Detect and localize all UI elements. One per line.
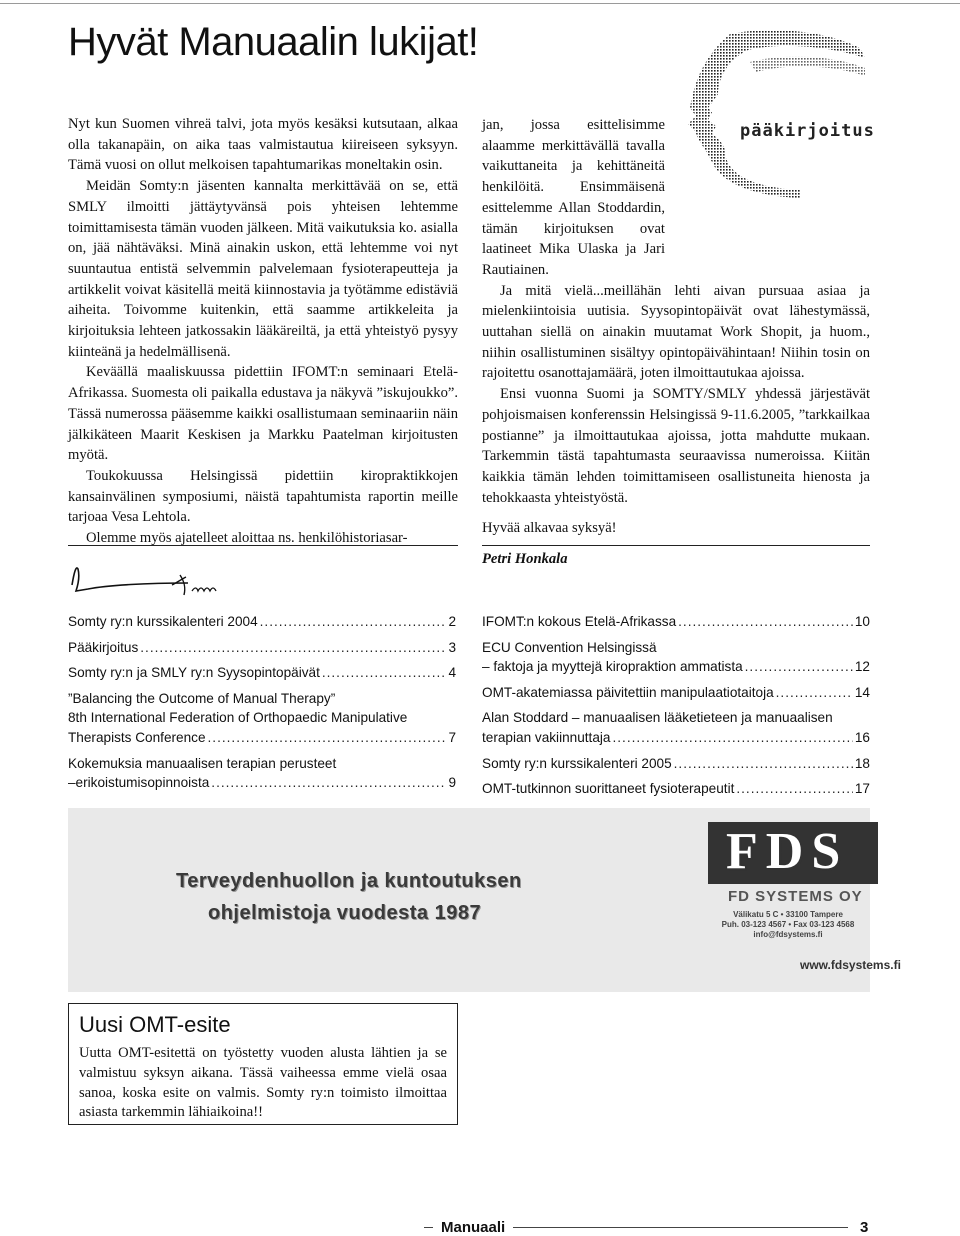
- author-signature-name: Petri Honkala: [482, 551, 568, 568]
- toc-entry[interactable]: Somty ry:n ja SMLY ry:n Syysopintopäivät ..... 4: [68, 663, 456, 683]
- notice-heading: Uusi OMT-esite: [79, 1012, 231, 1037]
- toc-entry[interactable]: ECU Convention Helsingissä – faktoja ja myyttejä kiropraktion ammatista ..... 12: [482, 638, 870, 677]
- article-paragraph: Meidän Somty:n jäsenten kannalta merkittävää on se, että SMLY ilmoitti jättäytyvänsä pois yhteisen lehtemme toimittamisesta tämän vuoden jälkeen. Mitä vaikutuksia ko. asialla on, jää nähtäväksi. Minä ainakin uskon, että lehtemme voi nyt suuntautua entistä selvemmin palvelemaan fysioterapeutteja ja artikkelit voivat käsitellä meitä kiinnostavia ja työtämme edistäviä aiheita. Toivomme kuitenkin, että saamme artikkeleita ja kirjoituksia lehteen jatkossakin lääkäreiltä, ja että yhteistyö pysyy kiinteänä ja hedelmällisenä.: [68, 178, 458, 360]
- article-paragraph: Ja mitä vielä...meillähän lehti aivan pursuaa asiaa ja mielenkiintoisia uutisia. Syysopintopäivät ovat lähestymässä, uuttahan siellä on ainakin muutamat Work Shopit, ja huom., niihin osallistuminen sisältyy opintopäivähintaan! Niihin tosin on rajoitettu osanottajamäärä, joten ilmoittautukaa ajoissa.: [482, 282, 870, 382]
- article-left-column: [68, 114, 458, 549]
- fds-advertisement[interactable]: [68, 808, 901, 992]
- ad-company-name: FD SYSTEMS OY: [728, 888, 863, 905]
- omt-brochure-notice: [68, 1003, 458, 1125]
- notice-body: Uutta OMT-esitettä on työstetty vuoden alusta lähtien ja se valmistuu syksyn aikana. Tässä vaiheessa emme vielä osaa sanoa, koska esite on valmis. Somty ry:n toimisto ilmoittaa asiasta tarkemmin lähiaikoina!!: [79, 1045, 447, 1121]
- article-paragraph: jan, jossa esittelisimme alaamme merkittävällä tavalla vaikuttaneita ja kehittäneitä henkilöitä. Ensimmäisenä esittelemme Allan Stoddardin, tämän kirjoituksen ovat laatineet Mika Ulaska ja Jari Rautiainen.: [482, 117, 665, 278]
- toc-entry[interactable]: IFOMT:n kokous Etelä-Afrikassa ..... 10: [482, 612, 870, 632]
- illustration-lettering: pääkirjoitus: [740, 121, 875, 141]
- handwritten-signature: [68, 555, 238, 603]
- article-divider-left: [68, 545, 458, 546]
- footer-publication: Manuaali: [433, 1219, 513, 1236]
- article-right-column: [482, 115, 870, 570]
- article-paragraph: Toukokuussa Helsingissä pidettiin kiropraktikkojen kansainvälinen symposiumi, näistä tapahtumista raportin meille tarjoaa Vesa Lehtola.: [68, 467, 458, 526]
- toc-entry[interactable]: ”Balancing the Outcome of Manual Therapy” 8th International Federation of Orthopaedic Manipulative Therapists Conference ..... 7: [68, 689, 456, 748]
- ad-headline-2: ohjelmistoja vuodesta 1987: [208, 902, 482, 924]
- toc-right: [482, 612, 870, 805]
- article-paragraph: Ensi vuonna Suomi ja SOMTY/SMLY yhdessä järjestävät pohjoismaisen konferenssin Helsingissä 9-11.6.2005, ”tarkkailkaa postianne” ja ilmoittautukaa ajoissa, jotta mahdutte mukaan. Tarkemmin tästä tapahtumasta seuraavissa numeroissa. Kiitän kaikkia tämän lehden toimittamiseen osallistuneita hienosta ja tehokkaasta yhteistyöstä.: [482, 386, 870, 506]
- toc-entry[interactable]: OMT-akatemiassa päivitettiin manipulaatiotaitoja ..... 14: [482, 683, 870, 703]
- toc-entry[interactable]: Kokemuksia manuaalisen terapian perusteet –erikoistumisopinnoista ..... 9: [68, 754, 456, 793]
- top-rule: [0, 3, 960, 4]
- article-divider-right: [482, 545, 870, 546]
- article-paragraph: Nyt kun Suomen vihreä talvi, jota myös kesäksi kutsutaan, alkaa olla takanapäin, on aika taas valmistautua kiireiseen syksyyn. Tämä vuosi on ollut melkoisen tapahtumarikas moneltakin osin.: [68, 116, 458, 174]
- toc-entry[interactable]: Pääkirjoitus ..... 3: [68, 638, 456, 658]
- toc-entry[interactable]: Somty ry:n kurssikalenteri 2004 ..... 2: [68, 612, 456, 632]
- toc-entry[interactable]: OMT-tutkinnon suorittaneet fysioterapeutit ..... 17: [482, 779, 870, 799]
- article-paragraph: Keväällä maaliskuussa pidettiin IFOMT:n seminaari Etelä-Afrikassa. Suomesta oli paikalla edustava ja näkyvä ”iskujoukko”. Tässä numerossa pääsemme kaikki osallistumaan seminaariin näin jälkikäteen Maarit Keskisen ja Markku Paatelman kirjoitusten myötä.: [68, 364, 458, 464]
- ad-website[interactable]: www.fdsystems.fi: [800, 958, 901, 972]
- closing-greeting: Hyvää alkavaa syksyä!: [482, 520, 617, 537]
- article-paragraph: Olemme myös ajatelleet aloittaa ns. henkilöhistoriasar-: [86, 530, 408, 547]
- toc-left: [68, 612, 456, 799]
- toc-entry[interactable]: Somty ry:n kurssikalenteri 2005 ..... 18: [482, 754, 870, 774]
- fds-logo: FDS: [708, 822, 878, 884]
- article-title: Hyvät Manuaalin lukijat!: [68, 20, 479, 64]
- toc-entry[interactable]: Alan Stoddard – manuaalisen lääketieteen ja manuaalisen terapian vakiinnuttaja ..... 16: [482, 708, 870, 747]
- ad-contact: Välikatu 5 C • 33100 Tampere Puh. 03-123 4567 • Fax 03-123 4568 info@fdsystems.fi: [721, 910, 855, 939]
- page-number: 3: [860, 1219, 869, 1236]
- ad-headline-1: Terveydenhuollon ja kuntoutuksen: [176, 870, 522, 892]
